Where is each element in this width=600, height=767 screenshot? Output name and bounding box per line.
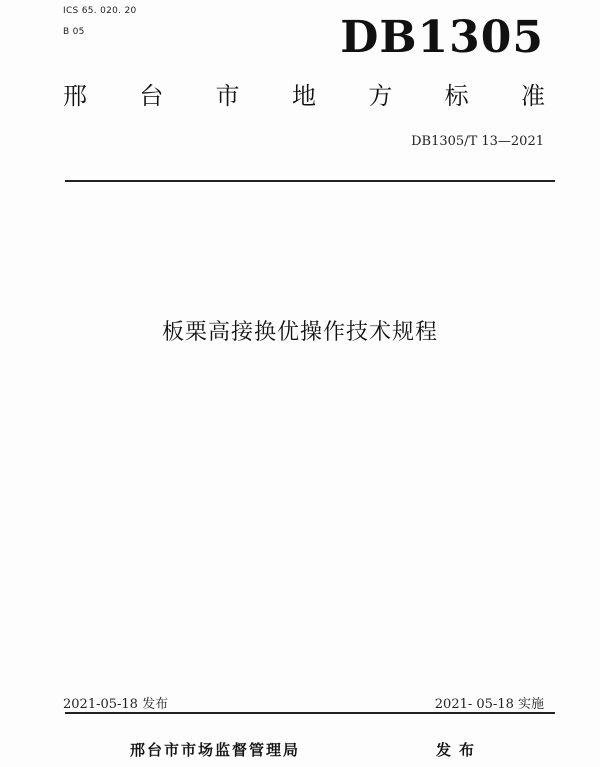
- standard-type-char: 准: [520, 82, 545, 110]
- standard-type-char: 地: [291, 82, 316, 110]
- bottom-divider: [65, 712, 555, 714]
- issue-date: 2021-05-18 发布: [63, 697, 169, 712]
- document-title: 板栗高接换优操作技术规程: [161, 320, 438, 345]
- standard-type-char: 标: [444, 82, 469, 110]
- standard-type-char: 市: [215, 82, 240, 110]
- db-code-logo: DB1305: [340, 12, 544, 63]
- standard-type-char: 邢: [63, 82, 87, 110]
- publish-label: 发布: [436, 741, 483, 759]
- ics-code: ICS 65. 020. 20: [63, 6, 137, 16]
- standard-type-char: 台: [139, 82, 164, 110]
- standard-number: DB1305/T 13—2021: [411, 134, 544, 149]
- top-divider: [65, 180, 555, 182]
- ccs-code: B 05: [63, 27, 85, 37]
- implementation-date: 2021- 05-18 实施: [434, 697, 544, 712]
- standard-type-heading: [63, 84, 545, 108]
- standard-type-char: 方: [368, 82, 393, 110]
- issuing-authority: 邢台市市场监督管理局: [130, 741, 301, 759]
